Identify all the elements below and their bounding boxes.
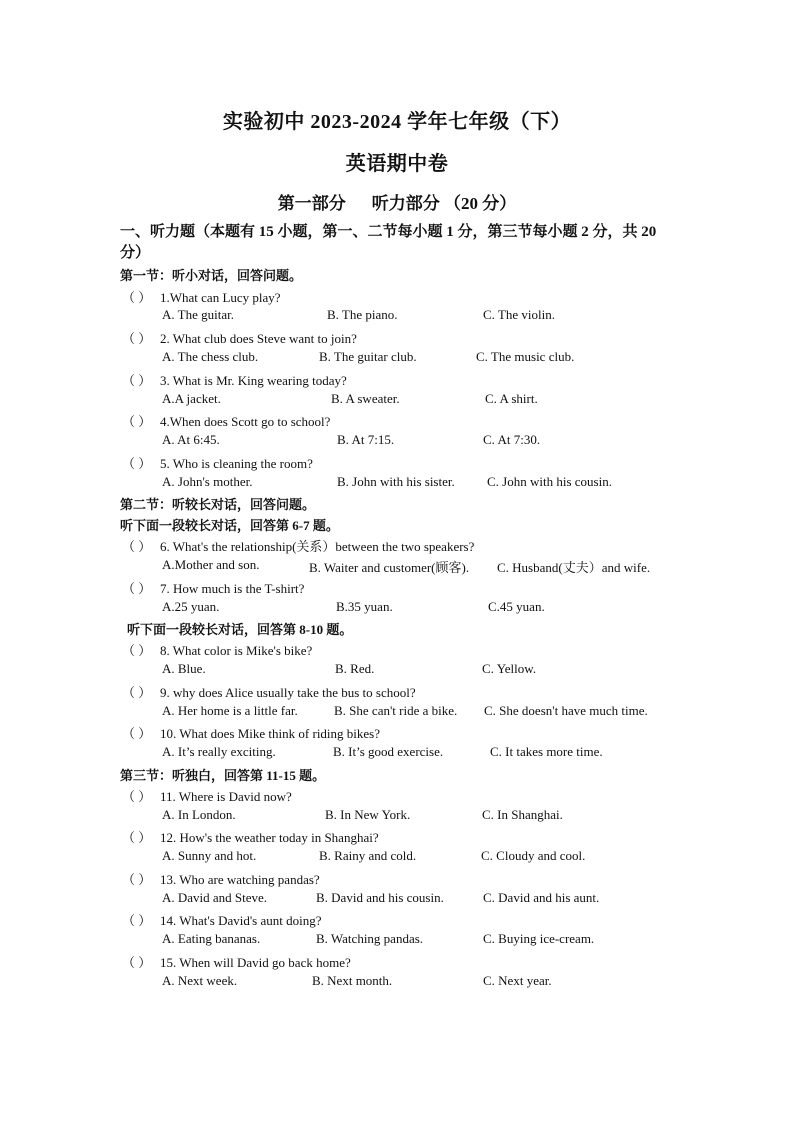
option-c: C. Yellow.	[482, 661, 537, 676]
option-c: C. John with his cousin.	[487, 474, 612, 489]
option-b: B. David and his cousin.	[316, 890, 444, 905]
answer-paren[interactable]: （ ）	[122, 581, 152, 596]
question-8	[122, 640, 312, 659]
option-b: B. The piano.	[327, 307, 398, 322]
answer-paren[interactable]: （ ）	[122, 331, 152, 346]
option-a: A.25 yuan.	[162, 599, 220, 614]
option-b: B. John with his sister.	[337, 474, 455, 489]
option-c: C. She doesn't have much time.	[484, 703, 648, 718]
question-text: 10. What does Mike think of riding bikes?	[160, 726, 381, 741]
option-b: B. At 7:15.	[337, 432, 395, 447]
question-6	[122, 536, 474, 555]
option-b: B. Watching pandas.	[316, 931, 424, 946]
option-a: A. Blue.	[162, 661, 206, 676]
option-b: B. Waiter and customer(顾客).	[309, 560, 470, 575]
question-3	[122, 370, 347, 389]
answer-paren[interactable]: （ ）	[122, 685, 152, 700]
option-b: B. Next month.	[312, 973, 393, 988]
question-text: 3. What is Mr. King wearing today?	[160, 373, 347, 388]
answer-paren[interactable]: （ ）	[122, 290, 152, 305]
question-text: 11. Where is David now?	[160, 789, 292, 804]
option-c: C. Next year.	[483, 973, 552, 988]
option-c: C. It takes more time.	[490, 744, 603, 759]
question-text: 7. How much is the T-shirt?	[160, 581, 305, 596]
option-c: C. In Shanghai.	[482, 807, 563, 822]
exam-title: 实验初中 2023-2024 学年七年级（下）	[222, 111, 572, 133]
option-c: C. The music club.	[476, 349, 575, 364]
option-c: C. Husband(丈夫）and wife.	[497, 560, 651, 575]
option-a: A. At 6:45.	[162, 432, 220, 447]
question-text: 1.What can Lucy play?	[160, 290, 281, 305]
exam-subtitle: 英语期中卷	[345, 153, 449, 175]
part-heading-left: 第一部分	[277, 194, 346, 213]
answer-paren[interactable]: （ ）	[122, 456, 152, 471]
answer-paren[interactable]: （ ）	[122, 872, 152, 887]
question-text: 4.When does Scott go to school?	[160, 414, 331, 429]
question-text: 12. How's the weather today in Shanghai?	[160, 830, 379, 845]
question-13	[122, 869, 320, 888]
option-c: C. Cloudy and cool.	[481, 848, 586, 863]
question-15	[122, 952, 351, 971]
question-text: 8. What color is Mike's bike?	[160, 643, 313, 658]
section2-title: 第二节：听较长对话，回答问题。	[120, 497, 316, 512]
question-7	[122, 578, 304, 597]
question-9	[122, 682, 416, 701]
question-4	[122, 411, 330, 430]
question-12	[122, 827, 379, 846]
section2-sub2: 听下面一段较长对话，回答第 8-10 题。	[127, 622, 353, 637]
part-heading-right: 听力部分 （20 分）	[371, 194, 517, 213]
question-text: 14. What's David's aunt doing?	[160, 913, 322, 928]
option-a: A. It’s really exciting.	[162, 744, 276, 759]
question-5	[122, 453, 313, 472]
option-a: A. Her home is a little far.	[162, 703, 298, 718]
option-a: A. David and Steve.	[162, 890, 268, 905]
answer-paren[interactable]: （ ）	[122, 789, 152, 804]
section3-title: 第三节：听独白，回答第 11-15 题。	[120, 768, 326, 783]
option-c: C. A shirt.	[485, 391, 538, 406]
answer-paren[interactable]: （ ）	[122, 643, 152, 658]
question-14	[122, 910, 322, 929]
option-a: A. The chess club.	[162, 349, 259, 364]
option-c: C. At 7:30.	[483, 432, 541, 447]
question-10	[122, 723, 380, 742]
option-a: A. In London.	[162, 807, 236, 822]
option-a: A. The guitar.	[162, 307, 234, 322]
answer-paren[interactable]: （ ）	[122, 414, 152, 429]
section2-sub1: 听下面一段较长对话，回答第 6-7 题。	[120, 518, 339, 533]
option-c: C. The violin.	[483, 307, 555, 322]
question-text: 9. why does Alice usually take the bus to school?	[160, 685, 416, 700]
option-a: A. Eating bananas.	[162, 931, 261, 946]
option-a: A. Next week.	[162, 973, 238, 988]
section1-title: 第一节：听小对话，回答问题。	[120, 268, 303, 283]
answer-paren[interactable]: （ ）	[122, 913, 152, 928]
question-1	[122, 287, 281, 306]
option-b: B. It’s good exercise.	[333, 744, 444, 759]
option-a: A.A jacket.	[162, 391, 221, 406]
answer-paren[interactable]: （ ）	[122, 726, 152, 741]
option-c: C. Buying ice-cream.	[483, 931, 595, 946]
option-c: C. David and his aunt.	[483, 890, 600, 905]
option-b: B. Red.	[335, 661, 375, 676]
part-heading	[0, 189, 794, 214]
answer-paren[interactable]: （ ）	[122, 830, 152, 845]
option-b: B. A sweater.	[331, 391, 400, 406]
option-c: C.45 yuan.	[488, 599, 545, 614]
option-b: B. In New York.	[325, 807, 411, 822]
answer-paren[interactable]: （ ）	[122, 373, 152, 388]
question-text: 13. Who are watching pandas?	[160, 872, 320, 887]
question-text: 15. When will David go back home?	[160, 955, 351, 970]
option-b: B. She can't ride a bike.	[334, 703, 458, 718]
option-b: B. Rainy and cold.	[319, 848, 417, 863]
question-text: 2. What club does Steve want to join?	[160, 331, 357, 346]
option-a: A. Sunny and hot.	[162, 848, 257, 863]
answer-paren[interactable]: （ ）	[122, 955, 152, 970]
option-b: B.35 yuan.	[336, 599, 393, 614]
section-heading: 一、听力题（本题有 15 小题，第一、二节每小题 1 分，第三节每小题 2 分，共 20 分）	[120, 224, 657, 261]
option-a: A. John's mother.	[162, 474, 253, 489]
answer-paren[interactable]: （ ）	[122, 539, 152, 554]
question-text: 6. What's the relationship(关系）between the two speakers?	[160, 539, 475, 554]
question-2	[122, 328, 357, 347]
question-text: 5. Who is cleaning the room?	[160, 456, 313, 471]
option-b: B. The guitar club.	[319, 349, 417, 364]
question-11	[122, 786, 292, 805]
option-a: A.Mother and son.	[162, 557, 260, 572]
